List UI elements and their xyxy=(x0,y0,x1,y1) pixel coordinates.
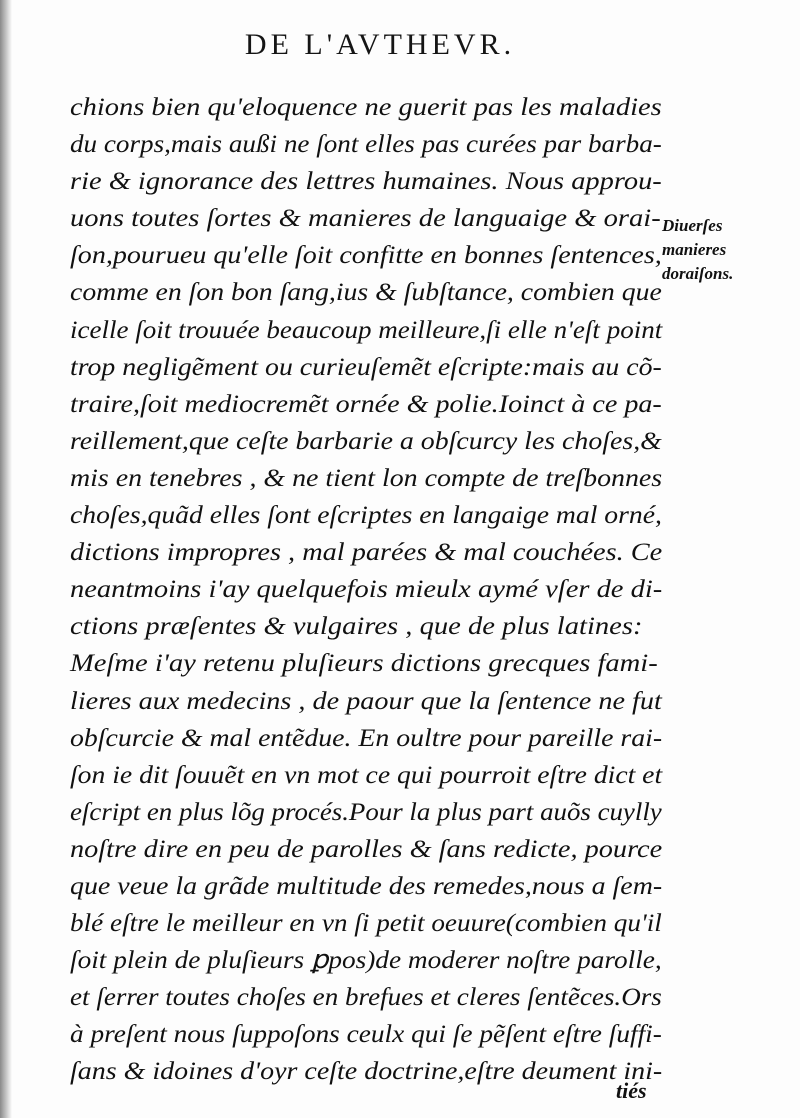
margin-note xyxy=(662,214,777,286)
text-line: eſcript en plus lõg procés.Pour la plus part auõs cuylly xyxy=(70,796,662,826)
text-line: ſans & idoines d'oyr ceſte doctrine,eſtre deument ini- xyxy=(70,1056,663,1086)
text-line: lieres aux medecins , de paour que la ſentence ne fut xyxy=(70,685,662,715)
text-line: à preſent nous ſuppoſons ceulx qui ſe pẽſent eſtre ſuffi- xyxy=(70,1019,662,1049)
text-line: uons toutes ſortes & manieres de languaige & orai- xyxy=(70,203,661,233)
margin-note-line: doraiſons. xyxy=(662,264,734,283)
text-line: comme en ſon bon ſang,ius & ſubſtance, combien que xyxy=(70,277,662,307)
text-line: ſon,pourueu qu'elle ſoit confitte en bonnes ſentences, xyxy=(70,240,662,270)
text-line: reillement,que ceſte barbarie a obſcurcy les choſes,& xyxy=(70,425,662,455)
text-line: du corps,mais außi ne ſont elles pas curées par barba- xyxy=(70,129,662,159)
text-line: et ſerrer toutes choſes en brefues et cleres ſentẽces.Ors xyxy=(70,982,662,1012)
text-line: ſoit plein de pluſieurs ꝑpos)de moderer noſtre parolle, xyxy=(70,945,662,975)
text-line: trop negligẽment ou curieuſemẽt eſcripte:mais au cõ- xyxy=(70,351,662,381)
text-line: choſes,quãd elles ſont eſcriptes en langaige mal orné, xyxy=(70,500,662,530)
margin-note-line: manieres xyxy=(662,240,727,259)
text-line: ctions præſentes & vulgaires , que de plus latines: xyxy=(70,611,643,641)
text-line: noſtre dire en peu de parolles & ſans redicte, pource xyxy=(70,833,663,863)
body-text xyxy=(70,88,663,1090)
text-line: dictions impropres , mal parées & mal couchées. Ce xyxy=(70,537,663,567)
gutter-shadow xyxy=(0,0,12,1118)
running-head: DE L'AVTHEVR. xyxy=(244,28,516,61)
text-line: traire,ſoit mediocremẽt ornée & polie.Ioinct à ce pa- xyxy=(70,388,662,418)
text-line: icelle ſoit trouuée beaucoup meilleure,ſi elle n'eſt point xyxy=(70,314,663,344)
text-line: neantmoins i'ay quelquefois mieulx aymé vſer de di- xyxy=(70,574,663,604)
text-line: ſon ie dit ſouuẽt en vn mot ce qui pourroit eſtre dict et xyxy=(70,759,663,789)
text-line: mis en tenebres , & ne tient lon compte de treſbonnes xyxy=(70,462,663,492)
text-line: rie & ignorance des lettres humaines. Nous approu- xyxy=(70,166,662,196)
text-line: blé eſtre le meilleur en vn ſi petit oeuure(combien qu'il xyxy=(70,908,662,938)
text-line: chions bien qu'eloquence ne guerit pas les maladies xyxy=(70,92,662,121)
text-line: que veue la grãde multitude des remedes,nous a ſem- xyxy=(70,870,663,900)
text-line: Meſme i'ay retenu pluſieurs dictions grecques fami- xyxy=(70,648,658,678)
text-line: obſcurcie & mal entẽdue. En oultre pour pareille rai- xyxy=(70,722,663,752)
margin-note-line: Diuerſes xyxy=(662,216,723,235)
catchword: tiés xyxy=(616,1078,647,1103)
